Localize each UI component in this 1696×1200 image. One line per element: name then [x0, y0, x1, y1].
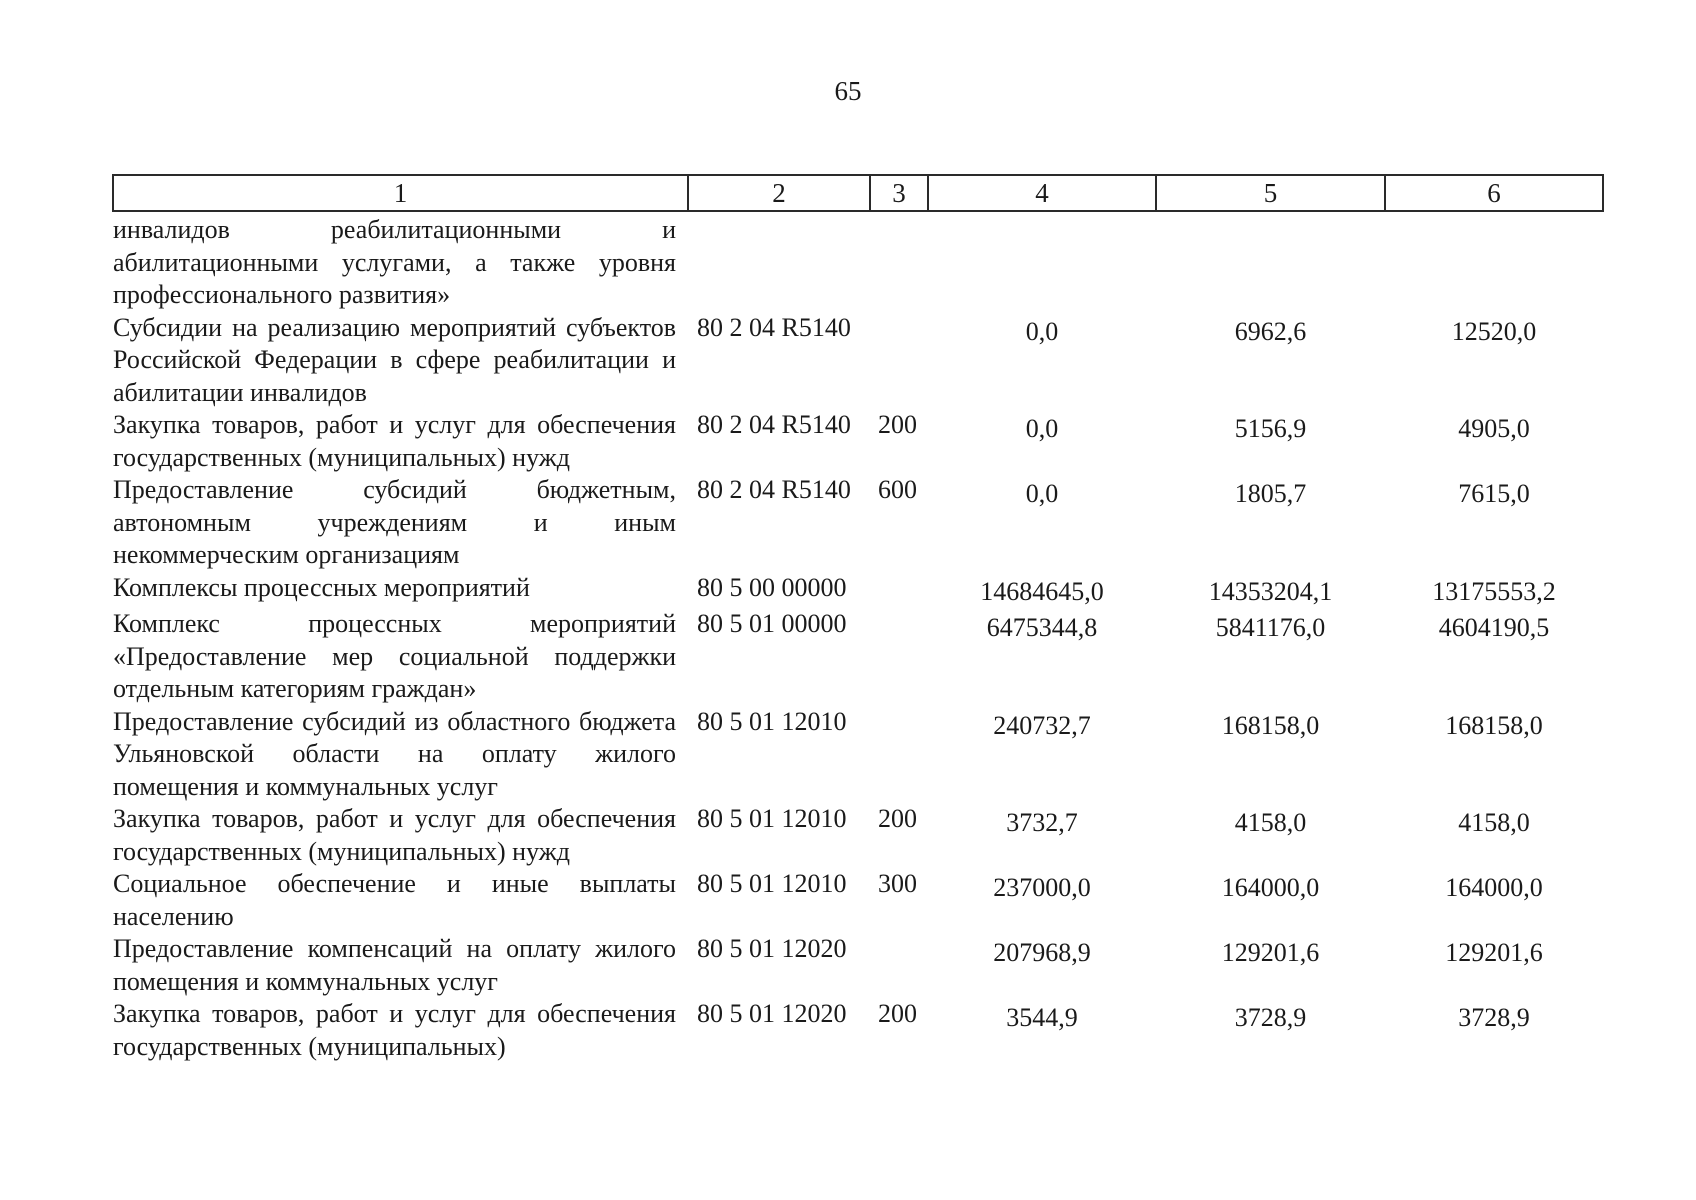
table-row	[113, 572, 1603, 609]
row-type	[870, 608, 928, 706]
table-row	[113, 409, 1603, 474]
row-value-6: 3728,9	[1458, 1003, 1530, 1032]
budget-table	[112, 174, 1604, 1063]
row-code: 80 5 00 00000	[697, 572, 847, 602]
row-name: Предоставление компенсаций на оплату жилого помещения и коммунальных услуг	[113, 934, 676, 996]
row-name: Предоставление субсидий бюджетным, автономным учреждениям и иным некоммерческим организациям	[113, 475, 676, 569]
row-value-5: 168158,0	[1221, 710, 1320, 740]
row-value-6	[1385, 211, 1603, 312]
column-header-2: 2	[688, 175, 870, 211]
row-code: 80 5 01 12010	[697, 804, 847, 833]
row-code: 80 2 04 R5140	[697, 475, 851, 504]
row-name: инвалидов реабилитационными и абилитационными услугами, а также уровня профессионального развития»	[113, 215, 676, 309]
row-name: Социальное обеспечение и иные выплаты населению	[113, 869, 676, 931]
row-code: 80 5 01 12010	[697, 869, 847, 898]
row-value-6: 4158,0	[1458, 808, 1530, 837]
row-name: Субсидии на реализацию мероприятий субъектов Российской Федерации в сфере реабилитации и абилитации инвалидов	[113, 312, 676, 407]
row-value-4: 0,0	[1025, 479, 1059, 508]
row-code: 80 5 01 12020	[697, 999, 847, 1028]
row-code: 80 2 04 R5140	[697, 312, 851, 342]
column-header-6: 6	[1385, 175, 1603, 211]
table-row	[113, 608, 1603, 706]
row-type	[870, 312, 928, 410]
row-value-5: 6962,6	[1234, 316, 1307, 346]
page-number: 65	[834, 76, 862, 106]
row-code: 80 5 01 12010	[697, 706, 847, 736]
row-type	[870, 211, 928, 312]
column-header-3: 3	[870, 175, 928, 211]
row-value-4: 237000,0	[993, 873, 1091, 902]
table-row	[113, 312, 1603, 410]
row-name: Закупка товаров, работ и услуг для обеспечения государственных (муниципальных)	[113, 999, 676, 1061]
table-row	[113, 211, 1603, 312]
row-value-4: 14684645,0	[980, 576, 1104, 606]
table-row	[113, 803, 1603, 868]
row-value-4: 6475344,8	[986, 613, 1098, 642]
row-value-5: 164000,0	[1221, 873, 1320, 902]
row-type: 300	[878, 869, 917, 898]
column-header-5: 5	[1156, 175, 1385, 211]
table-row	[113, 868, 1603, 933]
row-value-5	[1156, 211, 1385, 312]
row-code	[688, 211, 870, 312]
row-type: 200	[878, 410, 917, 439]
table-row	[113, 706, 1603, 804]
table-row	[113, 933, 1603, 998]
row-value-5: 129201,6	[1221, 938, 1320, 967]
row-value-5: 5841176,0	[1215, 613, 1326, 642]
row-value-4: 0,0	[1025, 316, 1059, 346]
row-value-6: 168158,0	[1445, 710, 1543, 740]
row-value-4: 3544,9	[1006, 1003, 1078, 1032]
row-value-5: 1805,7	[1234, 479, 1307, 508]
row-value-6: 4905,0	[1458, 414, 1530, 443]
row-type	[870, 706, 928, 804]
table-header	[113, 175, 1603, 211]
row-type	[870, 933, 928, 998]
row-name: Комплекс процессных мероприятий «Предоставление мер социальной поддержки отдельным категориям граждан»	[113, 609, 676, 703]
row-type	[870, 572, 928, 609]
header-row	[113, 175, 1603, 211]
row-value-4: 240732,7	[993, 710, 1091, 740]
row-value-4: 0,0	[1025, 414, 1059, 443]
table-body	[113, 211, 1603, 1063]
row-value-4	[928, 211, 1156, 312]
row-value-4: 207968,9	[993, 938, 1091, 967]
row-name: Закупка товаров, работ и услуг для обеспечения государственных (муниципальных) нужд	[113, 410, 676, 472]
row-code: 80 5 01 00000	[697, 609, 847, 638]
row-value-4: 3732,7	[1006, 808, 1078, 837]
row-name: Предоставление субсидий из областного бюджета Ульяновской области на оплату жилого помещения и коммунальных услуг	[113, 706, 676, 801]
row-value-6: 13175553,2	[1432, 576, 1556, 606]
row-type: 200	[878, 804, 917, 833]
table-row	[113, 998, 1603, 1063]
row-name: Закупка товаров, работ и услуг для обеспечения государственных (муниципальных) нужд	[113, 804, 676, 866]
row-type: 200	[878, 999, 917, 1028]
row-value-5: 3728,9	[1234, 1003, 1307, 1032]
row-value-6: 12520,0	[1451, 316, 1537, 346]
row-code: 80 5 01 12020	[697, 934, 847, 963]
column-header-4: 4	[928, 175, 1156, 211]
row-name: Комплексы процессных мероприятий	[113, 572, 530, 602]
row-value-6: 7615,0	[1458, 479, 1530, 508]
row-value-6: 129201,6	[1445, 938, 1543, 967]
column-header-1: 1	[113, 175, 688, 211]
row-value-6: 4604190,5	[1438, 613, 1550, 642]
row-value-6: 164000,0	[1445, 873, 1543, 902]
table-row	[113, 474, 1603, 572]
row-type: 600	[878, 475, 917, 504]
row-code: 80 2 04 R5140	[697, 410, 851, 439]
row-value-5: 4158,0	[1234, 808, 1307, 837]
row-value-5: 14353204,1	[1208, 576, 1333, 606]
row-value-5: 5156,9	[1234, 414, 1307, 443]
